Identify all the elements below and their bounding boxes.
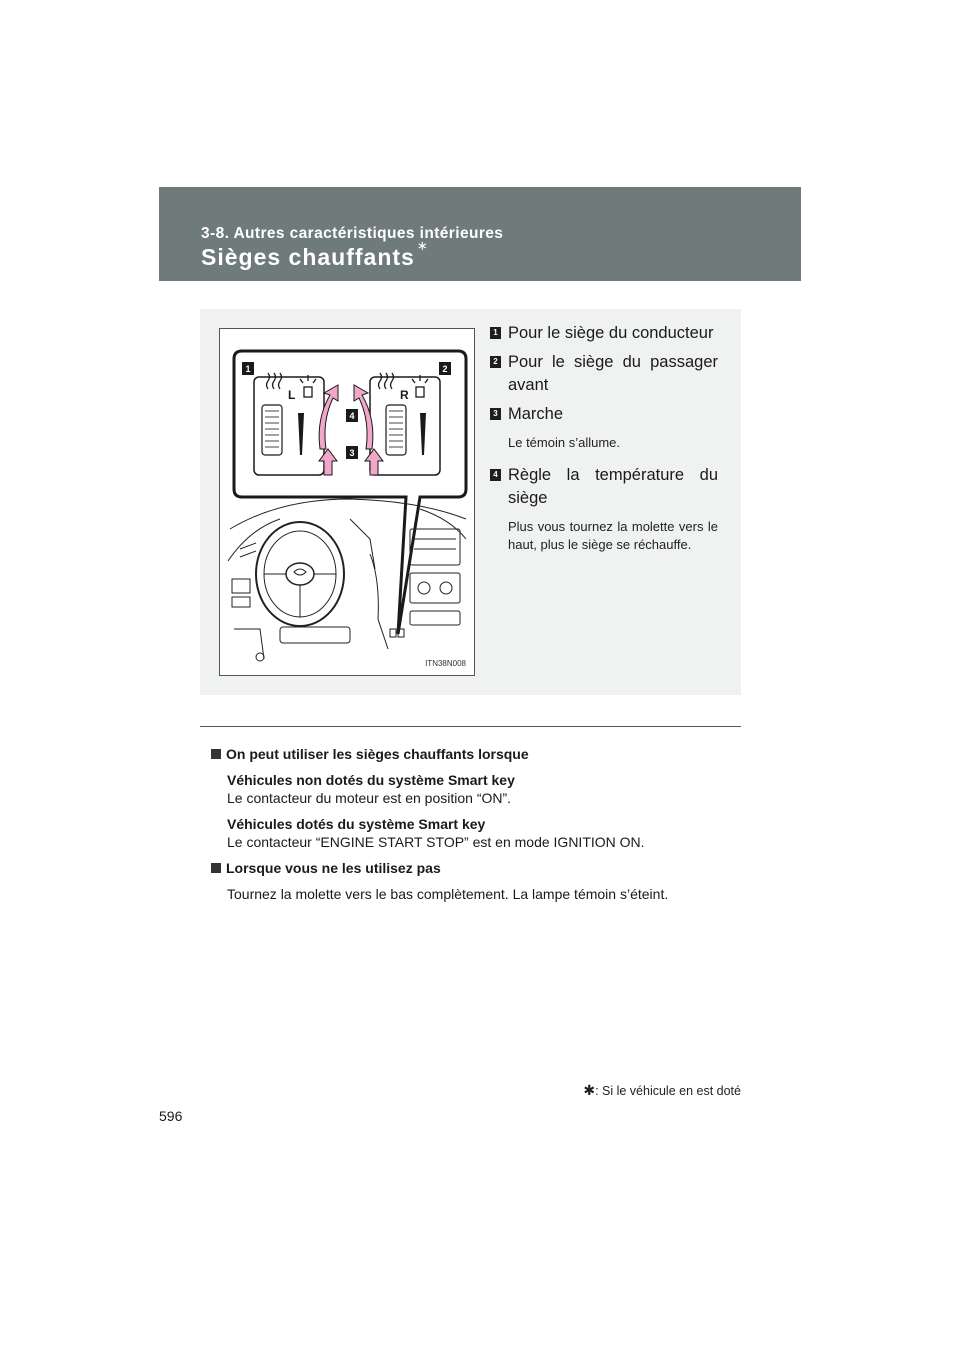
left-dial [262, 405, 282, 455]
legend-label-3: Marche [508, 405, 564, 423]
seat-heater-illustration [219, 328, 475, 676]
page-number: 596 [159, 1108, 183, 1124]
note-subheading-smart-key: Véhicules dotés du système Smart key [227, 816, 486, 832]
legend-label-2: Pour le siège du passager avant [508, 353, 718, 394]
note-text-not-used: Tournez la molette vers le bas complètement. La lampe témoin s’éteint. [227, 886, 669, 902]
legend-badge-1: 1 [490, 327, 501, 339]
note-text-smart-key: Le contacteur “ENGINE START STOP” est en mode IGNITION ON. [227, 834, 645, 850]
legend-badge-2: 2 [490, 356, 501, 368]
footnote: ✱: Si le véhicule en est doté [583, 1082, 741, 1098]
notes-section [210, 745, 750, 911]
figure-code: ITN38N008 [425, 659, 466, 668]
right-seat-letter: R [400, 388, 409, 402]
left-seat-letter: L [288, 388, 296, 402]
svg-text:2: 2 [442, 364, 448, 374]
square-bullet-icon [211, 749, 221, 759]
legend-desc-4: Plus vous tournez la molette vers le haut, plus le siège se réchauffe. [508, 519, 718, 552]
page-title: Sièges chauffants ∗ [201, 238, 429, 270]
legend-list [490, 322, 718, 566]
svg-text:3: 3 [349, 448, 355, 458]
legend-desc-3: Le témoin s’allume. [508, 435, 620, 450]
svg-text:4: 4 [349, 411, 355, 421]
dashboard-lines [228, 499, 466, 661]
legend-badge-3: 3 [490, 408, 501, 420]
svg-text:1: 1 [245, 364, 251, 374]
right-dial [386, 405, 406, 455]
legend-item-1 [490, 322, 718, 345]
legend-label-1: Pour le siège du conducteur [508, 324, 714, 342]
section-header [159, 187, 801, 281]
divider [200, 726, 741, 727]
note-subheading-no-smart-key: Véhicules non dotés du système Smart key [227, 772, 515, 788]
section-label: 3-8. Autres caractéristiques intérieures [201, 225, 504, 242]
legend-badge-4: 4 [490, 469, 501, 481]
legend-item-3 [490, 403, 718, 452]
dashboard-drawing [220, 329, 474, 675]
legend-label-4: Règle la température du siège [508, 466, 718, 507]
square-bullet-icon [211, 863, 221, 873]
legend-item-2 [490, 351, 718, 397]
legend-item-4 [490, 464, 718, 554]
note-text-no-smart-key: Le contacteur du moteur est en position “ON”. [227, 790, 512, 806]
note-heading-not-used: Lorsque vous ne les utilisez pas [210, 859, 750, 877]
note-heading-usable: On peut utiliser les sièges chauffants lorsque [210, 745, 750, 763]
title-asterisk: ∗ [416, 238, 429, 254]
asterisk-icon: ✱ [583, 1082, 596, 1098]
